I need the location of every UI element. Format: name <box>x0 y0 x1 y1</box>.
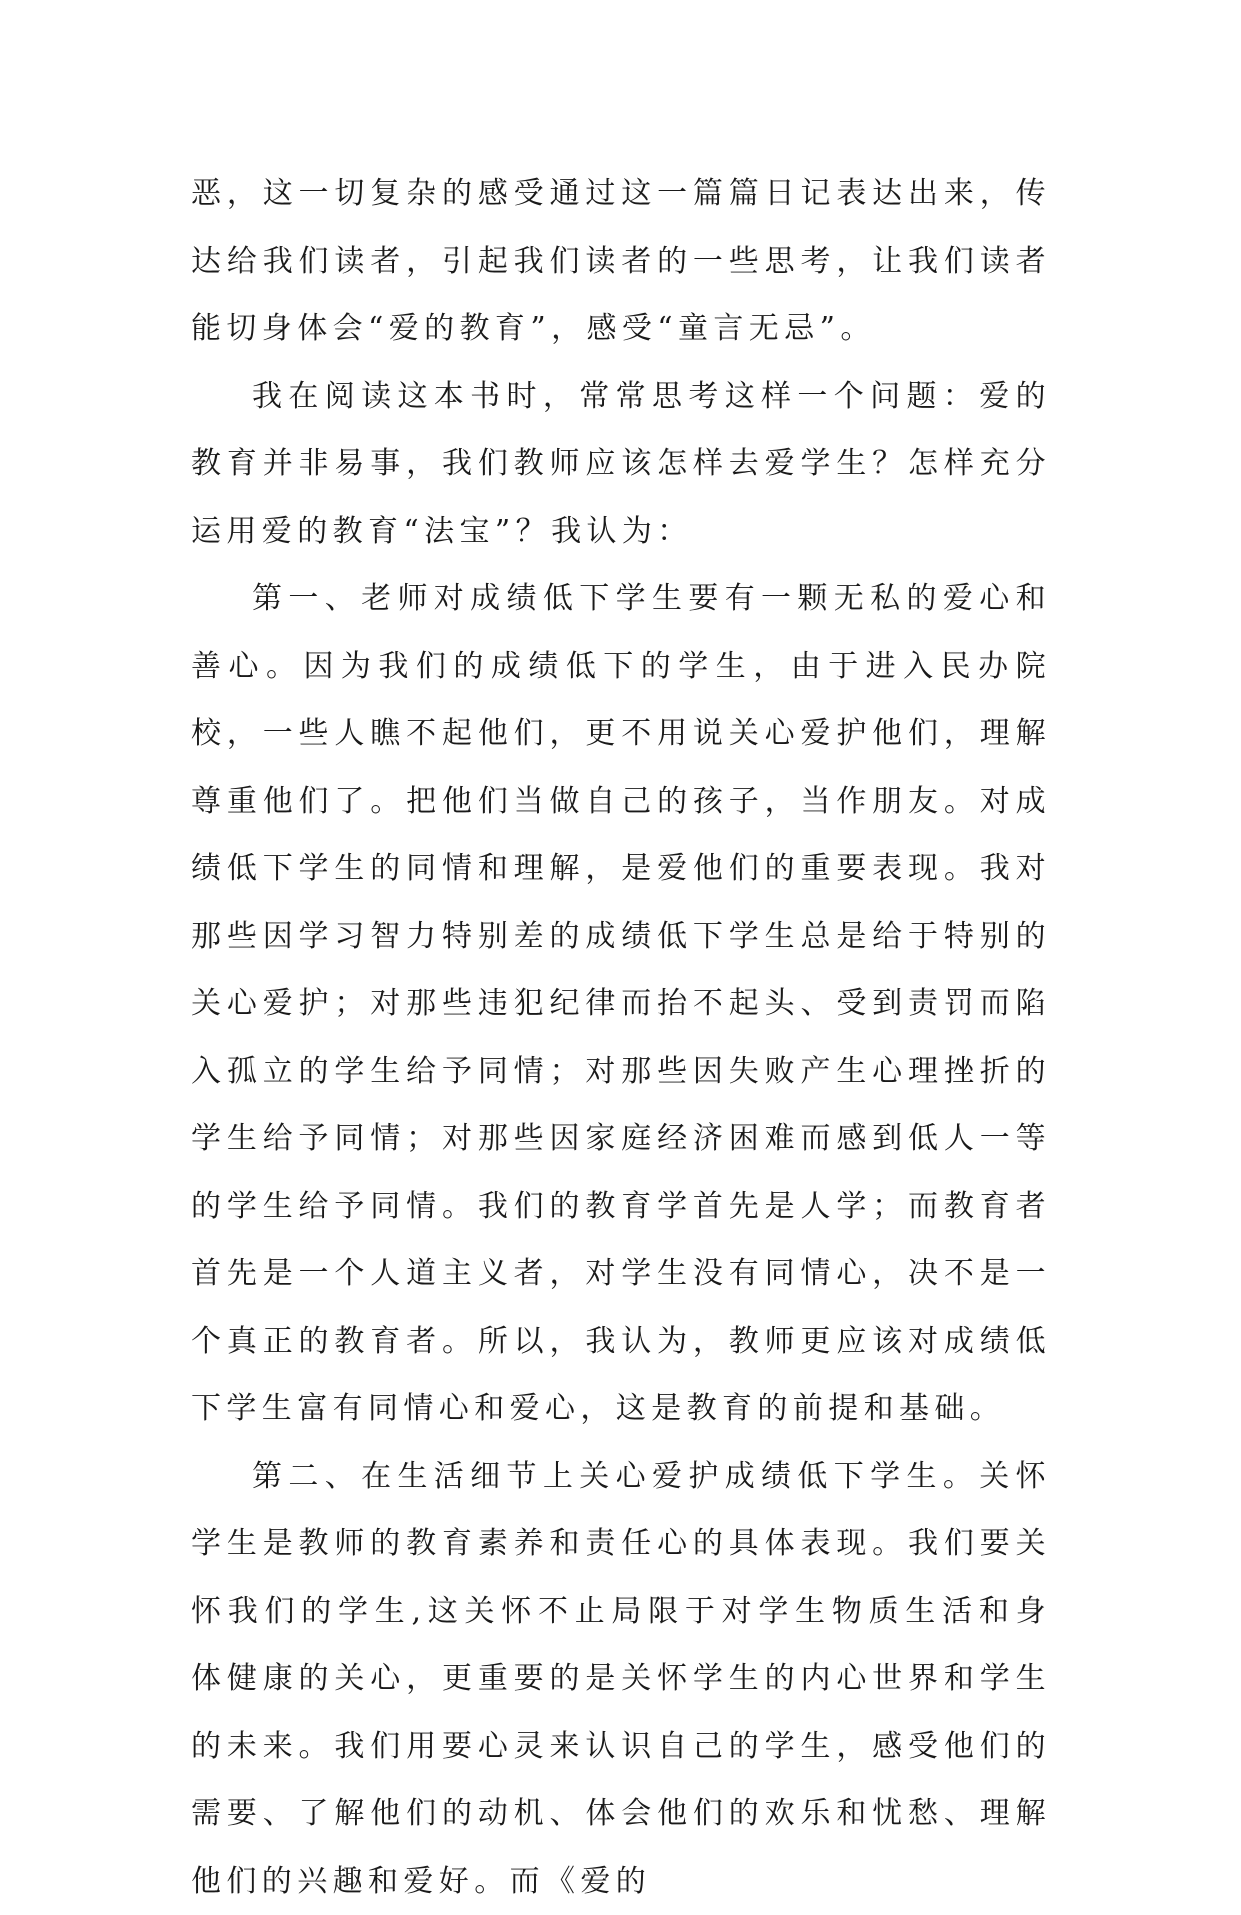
paragraph: 恶，这一切复杂的感受通过这一篇篇日记表达出来，传达给我们读者，引起我们读者的一些思考，让我们读者能切身体会“爱的教育”，感受“童言无忌”。 <box>191 160 1051 363</box>
document-body <box>191 160 1051 1915</box>
paragraph: 第一、老师对成绩低下学生要有一颗无私的爱心和善心。因为我们的成绩低下的学生，由于进入民办院校，一些人瞧不起他们，更不用说关心爱护他们，理解尊重他们了。把他们当做自己的孩子，当作朋友。对成绩低下学生的同情和理解，是爱他们的重要表现。我对那些因学习智力特别差的成绩低下学生总是给于特别的关心爱护；对那些违犯纪律而抬不起头、受到责罚而陷入孤立的学生给予同情；对那些因失败产生心理挫折的学生给予同情；对那些因家庭经济困难而感到低人一等的学生给予同情。我们的教育学首先是人学；而教育者首先是一个人道主义者，对学生没有同情心，决不是一个真正的教育者。所以，我认为，教师更应该对成绩低下学生富有同情心和爱心，这是教育的前提和基础。 <box>191 565 1051 1443</box>
paragraph: 第二、在生活细节上关心爱护成绩低下学生。关怀学生是教师的教育素养和责任心的具体表现。我们要关怀我们的学生,这关怀不止局限于对学生物质生活和身体健康的关心，更重要的是关怀学生的内心世界和学生的未来。我们用要心灵来认识自己的学生，感受他们的需要、了解他们的动机、体会他们的欢乐和忧愁、理解他们的兴趣和爱好。而《爱的 <box>191 1443 1051 1915</box>
paragraph: 我在阅读这本书时，常常思考这样一个问题：爱的教育并非易事，我们教师应该怎样去爱学生？怎样充分运用爱的教育“法宝”？我认为： <box>191 363 1051 566</box>
